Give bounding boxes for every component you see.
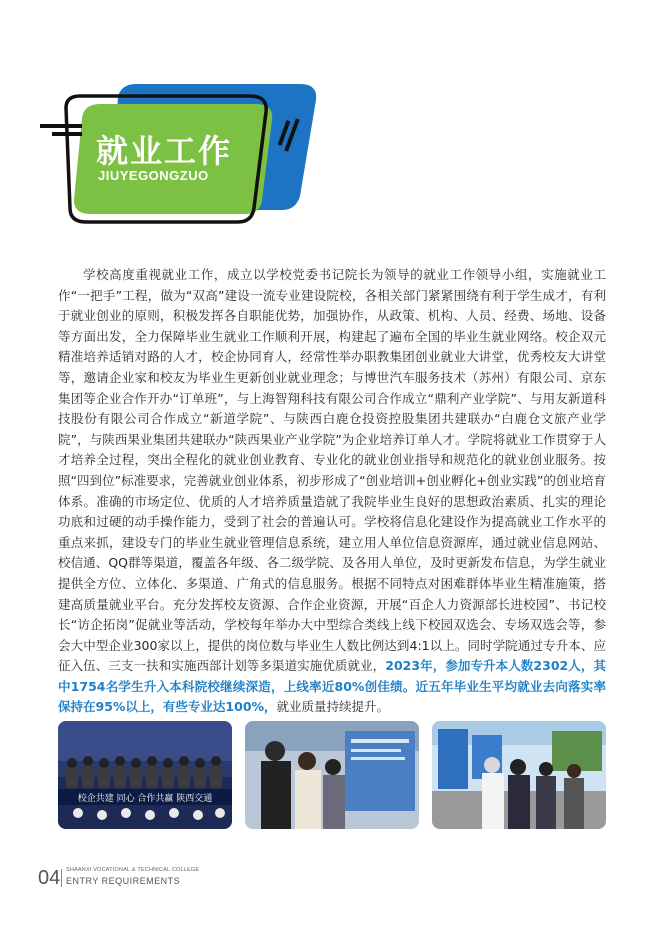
body-text [58, 265, 606, 718]
body-main-text: 学校高度重视就业工作，成立以学校党委书记院长为领导的就业工作领导小组，实施就业工作“一把手”工程，做为“双高”建设一流专业建设院校，各相关部门紧紧围绕有利于学生成才，有利于就业创业的原则，积极发挥各自职能优势，加强协作，从政策、机构、人员、经费、场地、设备等方面出发，全力保障毕业生就业工作顺利开展，构建起了遍布全国的毕业生就业网络。校企双元精准培养适销对路的人才，校企协同育人，经常性举办职教集团创业就业大讲堂，优秀校友大讲堂等，邀请企业家和校友为毕业生更新创业就业理念；与博世汽车服务技术（苏州）有限公司、京东集团等企业合作开办“订单班”，与上海智翔科技有限公司合作成立“鼎利产业学院”、与用友新道科技股份有限公司合作成立“新道学院”、与陕西白鹿仓投资控股集团共建联办“白鹿仓文旅产业学院”，与陕西果业集团共建联办“陕西果业产业学院”为企业培养订单人才。学院将就业工作贯穿于人才培养全过程，突出全程化的就业创业教育、专业化的就业创业指导和规范化的就业创业服务。按照“四到位”标准要求，完善就业创业体系，初步形成了“创业培训+创业孵化+创业实践”的创业培育体系。准确的市场定位、优质的人才培养质量造就了我院毕业生良好的思想政治素质、扎实的理论功底和过硬的动手操作能力，受到了社会的普遍认可。学校将信息化建设作为提高就业工作水平的重点来抓，建设专门的毕业生就业管理信息系统，建立用人单位信息资源库，通过就业信息网站、校信通、QQ群等渠道，覆盖各年级、各二级学院、及各用人单位，及时更新发布信息，为学生就业提供全方位、立体化、多渠道、广角式的信息服务。根据不同特点对困难群体毕业生精准施策，搭建高质量就业平台。充分发挥校友资源、合作企业资源，开展“百企人力资源部长进校园”、书记校长“访企拓岗”促就业等活动，学校每年举办大中型综合类线上线下校园双选会、专场双选会等，参会大中型企业300家以上，提供的岗位数与毕业生人数比例达到4:1以上。同时学院通过专升本、应征入伍、三支一扶和实施西部计划等多渠道实施优质就业， [58, 267, 606, 674]
footer-college-name: SHAANXI VOCATIONAL & TECHNICAL COLLEGE [66, 867, 200, 873]
page-subtitle: JIUYEGONGZUO [98, 168, 209, 183]
photo-job-fair-booth [245, 721, 419, 829]
photo-group-ceremony-image [58, 721, 232, 829]
photo-group-ceremony [58, 721, 232, 829]
photo-outdoor-fair-image [432, 721, 606, 829]
body-highlight-text: 2023年，参加专升本人数2302人，其中1754名学生升入本科院校继续深造，上线率近80%创佳绩。近五年毕业生平均就业去向落实率保持在95%以上，有些专业达100%， [58, 658, 606, 715]
page-title: 就业工作 [96, 132, 233, 170]
header-bar-bottom [52, 132, 82, 136]
footer-divider [61, 869, 62, 887]
photo-outdoor-fair [432, 721, 606, 829]
page-number: 04 [38, 867, 61, 889]
photo-strip [58, 721, 606, 829]
body-tail-text: 就业质量持续提升。 [276, 699, 390, 715]
photo-job-fair-booth-image [245, 721, 419, 829]
photo-banner-text: 校企共建 同心 合作共赢 陕西交通 [77, 794, 213, 804]
header-bar-top [40, 124, 82, 128]
body-paragraph [58, 265, 606, 718]
footer-section-name: ENTRY REQUIREMENTS [66, 876, 181, 886]
